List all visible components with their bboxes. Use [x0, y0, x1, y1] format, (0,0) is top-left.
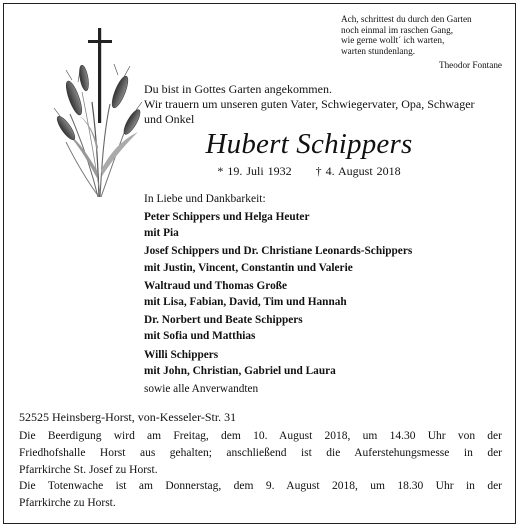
- cross-wheat-icon: [52, 22, 142, 197]
- mourner-group: [144, 347, 474, 379]
- mourner-children: mit Pia: [144, 227, 179, 240]
- mourner-name: Peter Schippers und Helga Heuter: [144, 211, 310, 223]
- funeral-line: Friedhofshalle Horst aus gehalten; anschließend ist die Auferstehungsmesse in der: [19, 447, 502, 459]
- funeral-info: [19, 428, 502, 479]
- death-date: † 4. August 2018: [315, 164, 401, 178]
- mourner-group: [144, 243, 474, 275]
- intro-line: Du bist in Gottes Garten angekommen.: [144, 82, 332, 96]
- poem-line: Ach, schrittest du durch den Garten: [341, 14, 472, 24]
- birth-date: * 19. Juli 1932: [217, 164, 292, 178]
- poem-line: wie gerne wollt´ ich warten,: [341, 35, 445, 46]
- poem-line: noch einmal im raschen Gang,: [341, 24, 453, 35]
- mourner-group: [144, 209, 474, 241]
- intro-text: [144, 82, 514, 127]
- mourner-children: mit Lisa, Fabian, David, Tim und Hannah: [144, 296, 347, 309]
- poem-line: warten stundenlang.: [341, 45, 415, 56]
- thanks-line: In Liebe und Dankbarkeit:: [144, 193, 266, 205]
- mourner-group: [144, 312, 474, 344]
- wake-line: Pfarrkirche zu Horst.: [19, 497, 116, 509]
- wake-line: Die Totenwache ist am Donnerstag, dem 9. August 2018, um 18.30 Uhr in der: [19, 480, 502, 492]
- mourner-children: mit Sofia und Matthias: [144, 330, 256, 343]
- mourner-name: Willi Schippers: [144, 348, 219, 361]
- mourner-name: Josef Schippers und Dr. Christiane Leonards-Schippers: [144, 245, 413, 258]
- address: 52525 Heinsberg-Horst, von-Kesseler-Str. 31: [19, 410, 237, 424]
- poem: [341, 14, 506, 71]
- mourner-name: Dr. Norbert und Beate Schippers: [144, 314, 303, 327]
- mourner-group: [144, 278, 474, 310]
- intro-line: Wir trauern um unseren guten Vater, Schwiegervater, Opa, Schwager: [144, 97, 475, 111]
- mourners-list: [144, 209, 474, 397]
- wake-info: [19, 478, 502, 512]
- deceased-name: Hubert Schippers: [205, 128, 413, 160]
- mourner-children: mit Justin, Vincent, Constantin und Valerie: [144, 261, 353, 274]
- mourner-name: Waltraud und Thomas Große: [144, 279, 288, 292]
- life-dates: [144, 164, 474, 179]
- poem-author: Theodor Fontane: [438, 60, 502, 71]
- closing-line: sowie alle Anverwandten: [144, 383, 259, 396]
- funeral-line: Pfarrkirche St. Josef zu Horst.: [19, 464, 158, 476]
- mourner-children: mit John, Christian, Gabriel und Laura: [144, 364, 336, 377]
- intro-line: und Onkel: [144, 112, 195, 126]
- funeral-line: Die Beerdigung wird am Freitag, dem 10. August 2018, um 14.30 Uhr von der: [19, 430, 502, 442]
